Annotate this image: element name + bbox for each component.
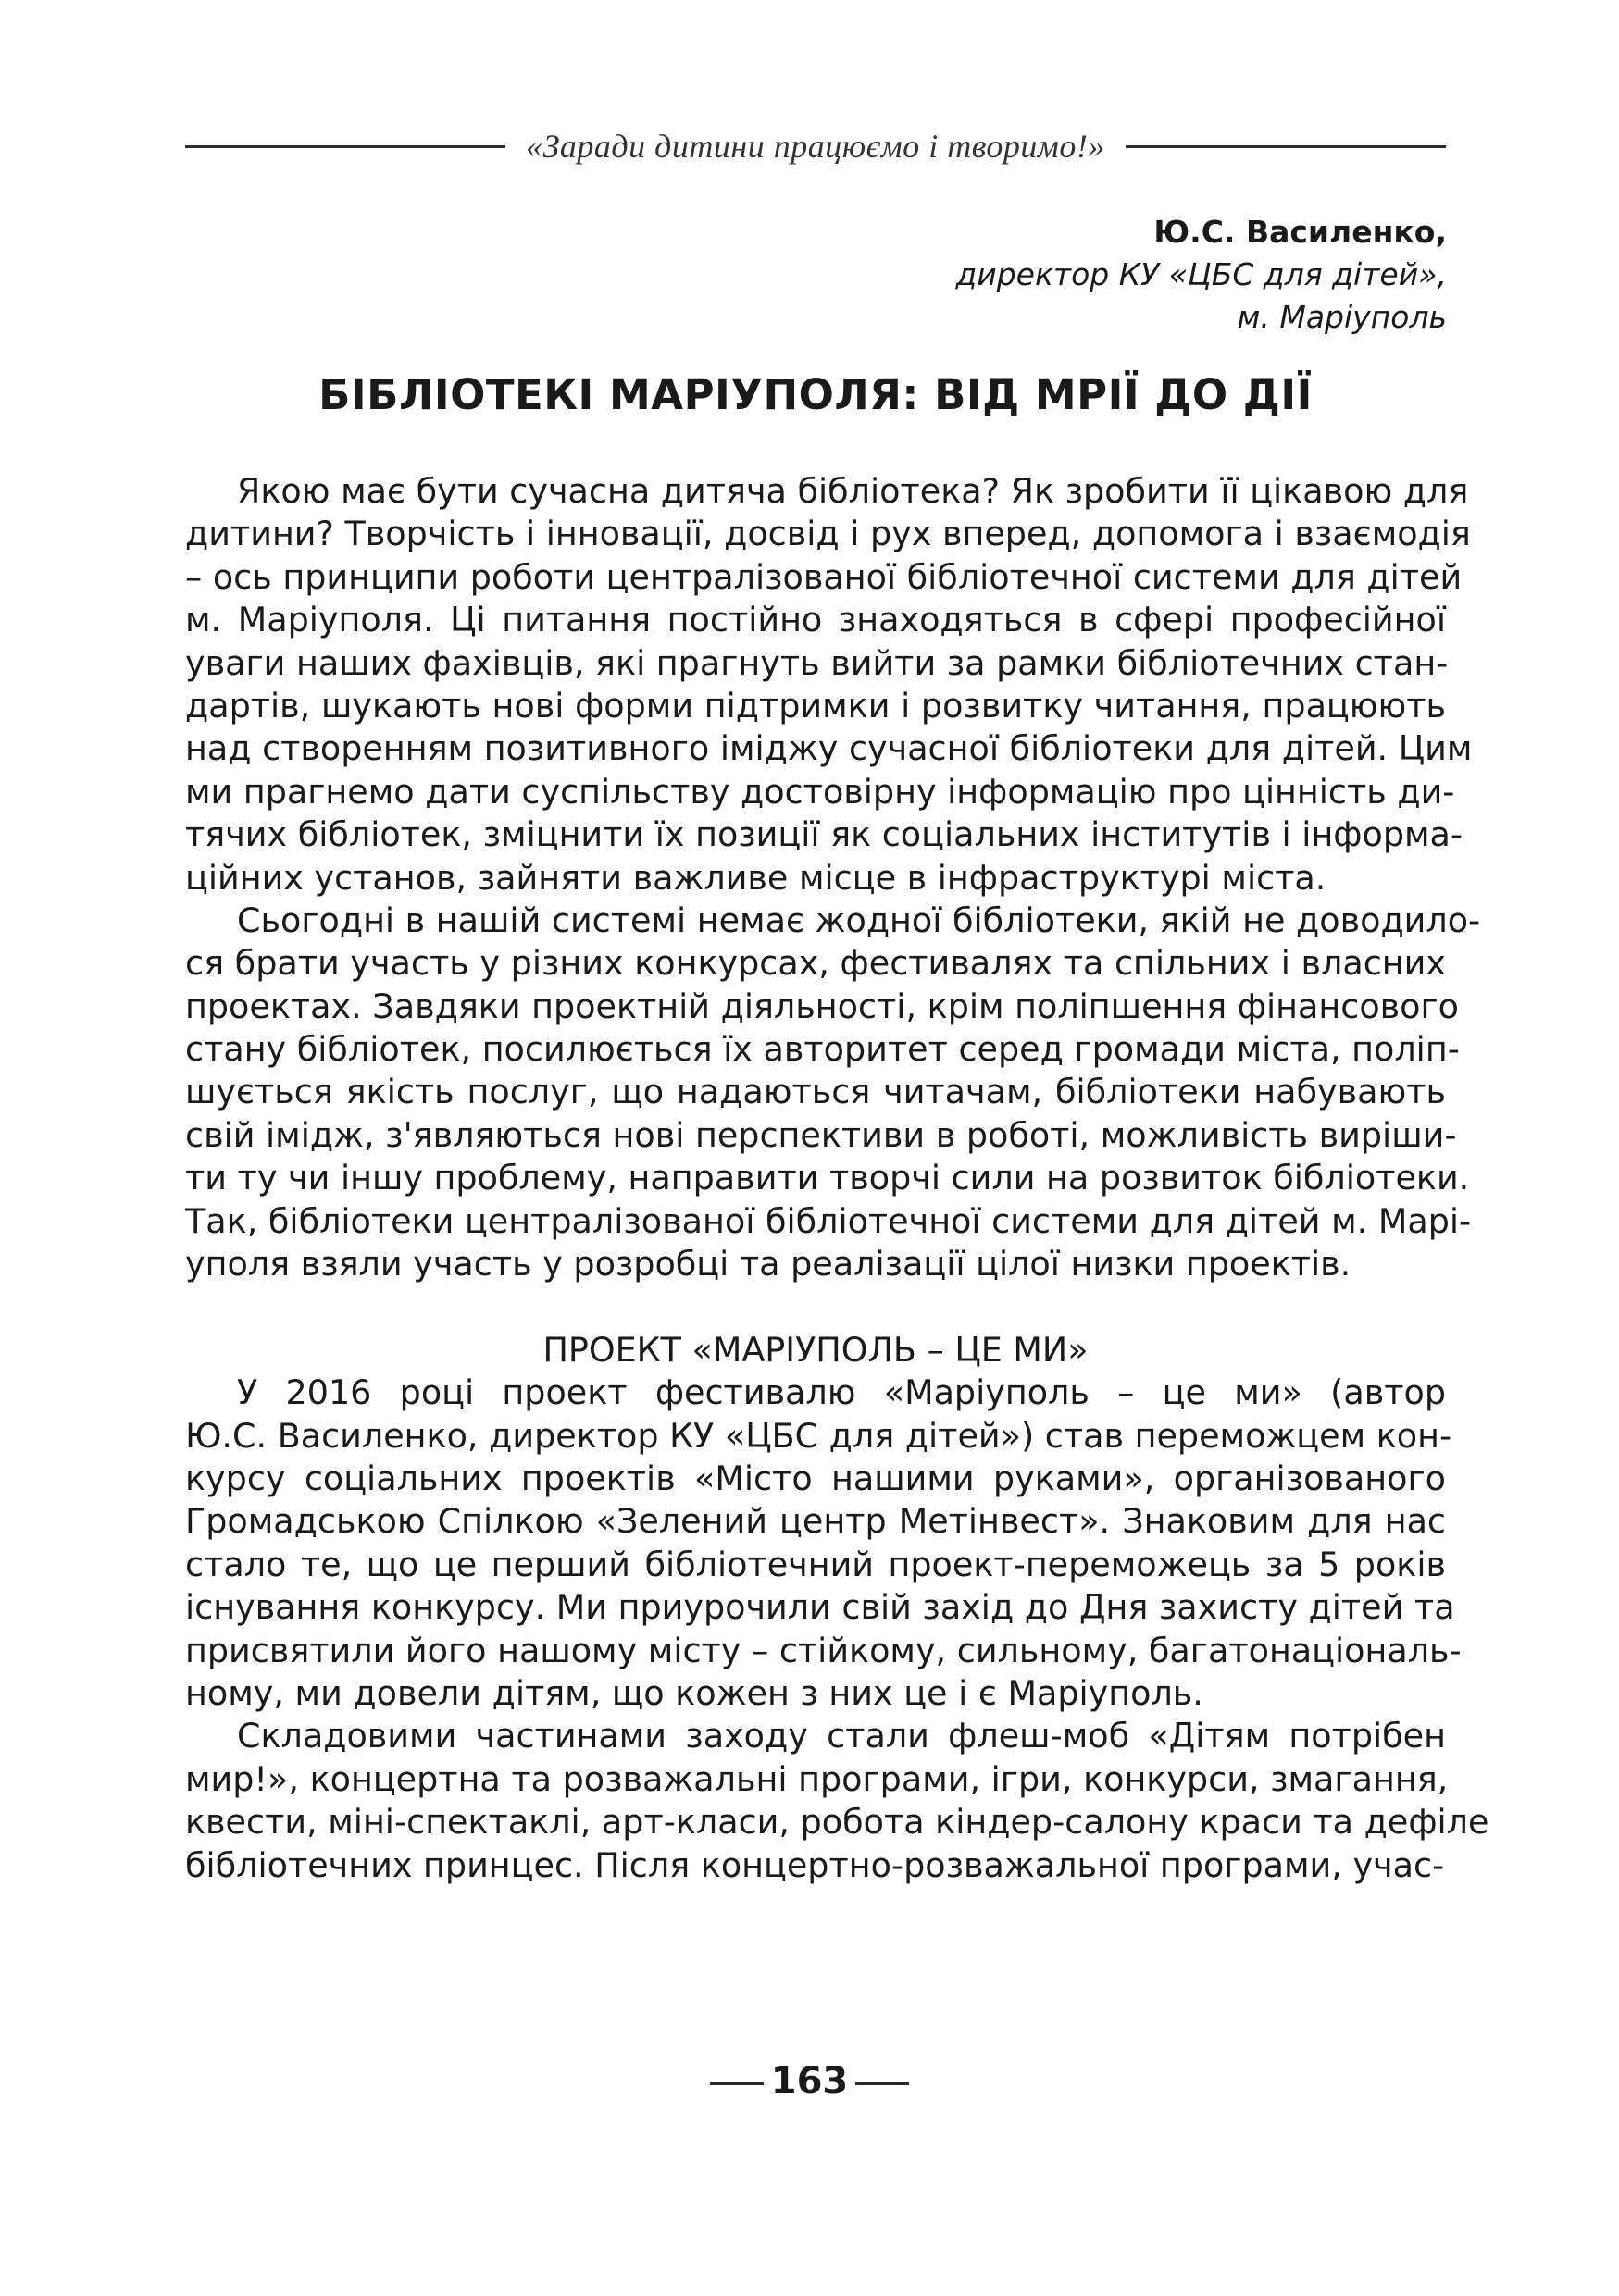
text-line: ційних установ, зайняти важливе місце в інфраструктурі міста. bbox=[185, 857, 1326, 898]
text-line: стану бібліотек, посилюється їх авторитет серед громади міста, поліп- bbox=[185, 1029, 1460, 1070]
page-number: 163 bbox=[770, 2060, 849, 2103]
text-line: ми прагнемо дати суспільству достовірну інформацію про цінність ди- bbox=[185, 771, 1455, 812]
footer-rule-right bbox=[855, 2082, 909, 2085]
text-line: бібліотечних принцес. Після концертно-розважальної програми, учас- bbox=[185, 1844, 1445, 1885]
text-line: свій імідж, з'являються нові перспективи в роботі, можливість виріши- bbox=[185, 1114, 1457, 1155]
text-line: дитини? Творчість і інновації, досвід і рух вперед, допомога і взаємодія bbox=[185, 514, 1471, 554]
text-line: – ось принципи роботи централізованої бібліотечної системи для дітей bbox=[185, 556, 1463, 597]
text-line: ти ту чи іншу проблему, направити творчі сили на розвиток бібліотеки. bbox=[185, 1158, 1470, 1198]
text-line: присвятили його нашому місту – стійкому, сильному, багатонаціональ- bbox=[185, 1630, 1462, 1670]
text-line: існування конкурсу. Ми приурочили свій захід до Дня захисту дітей та bbox=[185, 1587, 1455, 1628]
text-line: Ю.С. Василенко, директор КУ «ЦБС для дітей») став переможцем кон- bbox=[185, 1415, 1452, 1456]
text-line: Складовими частинами заходу стали флеш-моб «Дітям потрібен bbox=[237, 1716, 1446, 1756]
text-line: тячих бібліотек, зміцнити їх позиції як соціальних інститутів і інформа- bbox=[185, 814, 1463, 855]
text-line: У 2016 році проект фестивалю «Маріуполь – це ми» (автор bbox=[237, 1372, 1446, 1413]
page-footer bbox=[0, 2060, 1619, 2103]
text-line: квести, міні-спектаклі, арт-класи, робота кіндер-салону краси та дефіле bbox=[185, 1802, 1489, 1843]
text-line: уполя взяли участь у розробці та реалізації цілої низки проектів. bbox=[185, 1244, 1351, 1285]
footer-rule-left bbox=[710, 2082, 764, 2085]
text-line: ся брати участь у різних конкурсах, фестивалях та спільних і власних bbox=[185, 943, 1446, 984]
header-rule-left bbox=[185, 145, 505, 148]
author-city: м. Маріуполь bbox=[1237, 299, 1447, 335]
article-body bbox=[185, 470, 1489, 1887]
author-block bbox=[955, 211, 1447, 339]
text-line: стало те, що це перший бібліотечний проект-переможець за 5 років bbox=[185, 1544, 1446, 1584]
text-line: Так, бібліотеки централізованої бібліотечної системи для дітей м. Марі- bbox=[185, 1200, 1472, 1241]
text-line: шується якість послуг, що надаються читачам, бібліотеки набувають bbox=[185, 1072, 1446, 1112]
text-line: Якою має бути сучасна дитяча бібліотека? Як зробити її цікавою для bbox=[237, 471, 1469, 511]
header-rule-right bbox=[1126, 145, 1446, 148]
text-line: мир!», концертна та розважальні програми, ігри, конкурси, змагання, bbox=[185, 1758, 1449, 1799]
text-line: проектах. Завдяки проектній діяльності, крім поліпшення фінансового bbox=[185, 986, 1460, 1026]
article-title: БІБЛІОТЕКІ МАРІУПОЛЯ: ВІД МРІЇ ДО ДІЇ bbox=[318, 370, 1313, 419]
text-line: курсу соціальних проектів «Місто нашими руками», організованого bbox=[185, 1458, 1446, 1498]
text-line: Сьогодні в нашій системі немає жодної бібліотеки, якій не доводило- bbox=[237, 900, 1481, 940]
running-header bbox=[185, 118, 1446, 174]
text-line: над створенням позитивного іміджу сучасної бібліотеки для дітей. Цим bbox=[185, 728, 1473, 769]
text-line: ному, ми довели дітям, що кожен з них це і є Маріуполь. bbox=[185, 1672, 1203, 1713]
author-role: директор КУ «ЦБС для дітей», bbox=[955, 256, 1447, 292]
header-motto: «Заради дитини працюємо і творимо!» bbox=[526, 128, 1105, 165]
section-gap bbox=[185, 1285, 1446, 1328]
author-name: Ю.С. Василенко, bbox=[1153, 214, 1447, 250]
text-line: м. Маріуполя. Ці питання постійно знаходяться в сфері професійної bbox=[185, 600, 1446, 640]
text-line: дартів, шукають нові форми підтримки і розвитку читання, працюють bbox=[185, 685, 1446, 726]
text-line: уваги наших фахівців, які прагнуть вийти за рамки бібліотечних стан- bbox=[185, 642, 1449, 683]
text-line: Громадською Спілкою «Зелений центр Метінвест». Знаковим для нас bbox=[185, 1501, 1446, 1542]
section-heading: ПРОЕКТ «МАРІУПОЛЬ – ЦЕ МИ» bbox=[542, 1329, 1089, 1370]
